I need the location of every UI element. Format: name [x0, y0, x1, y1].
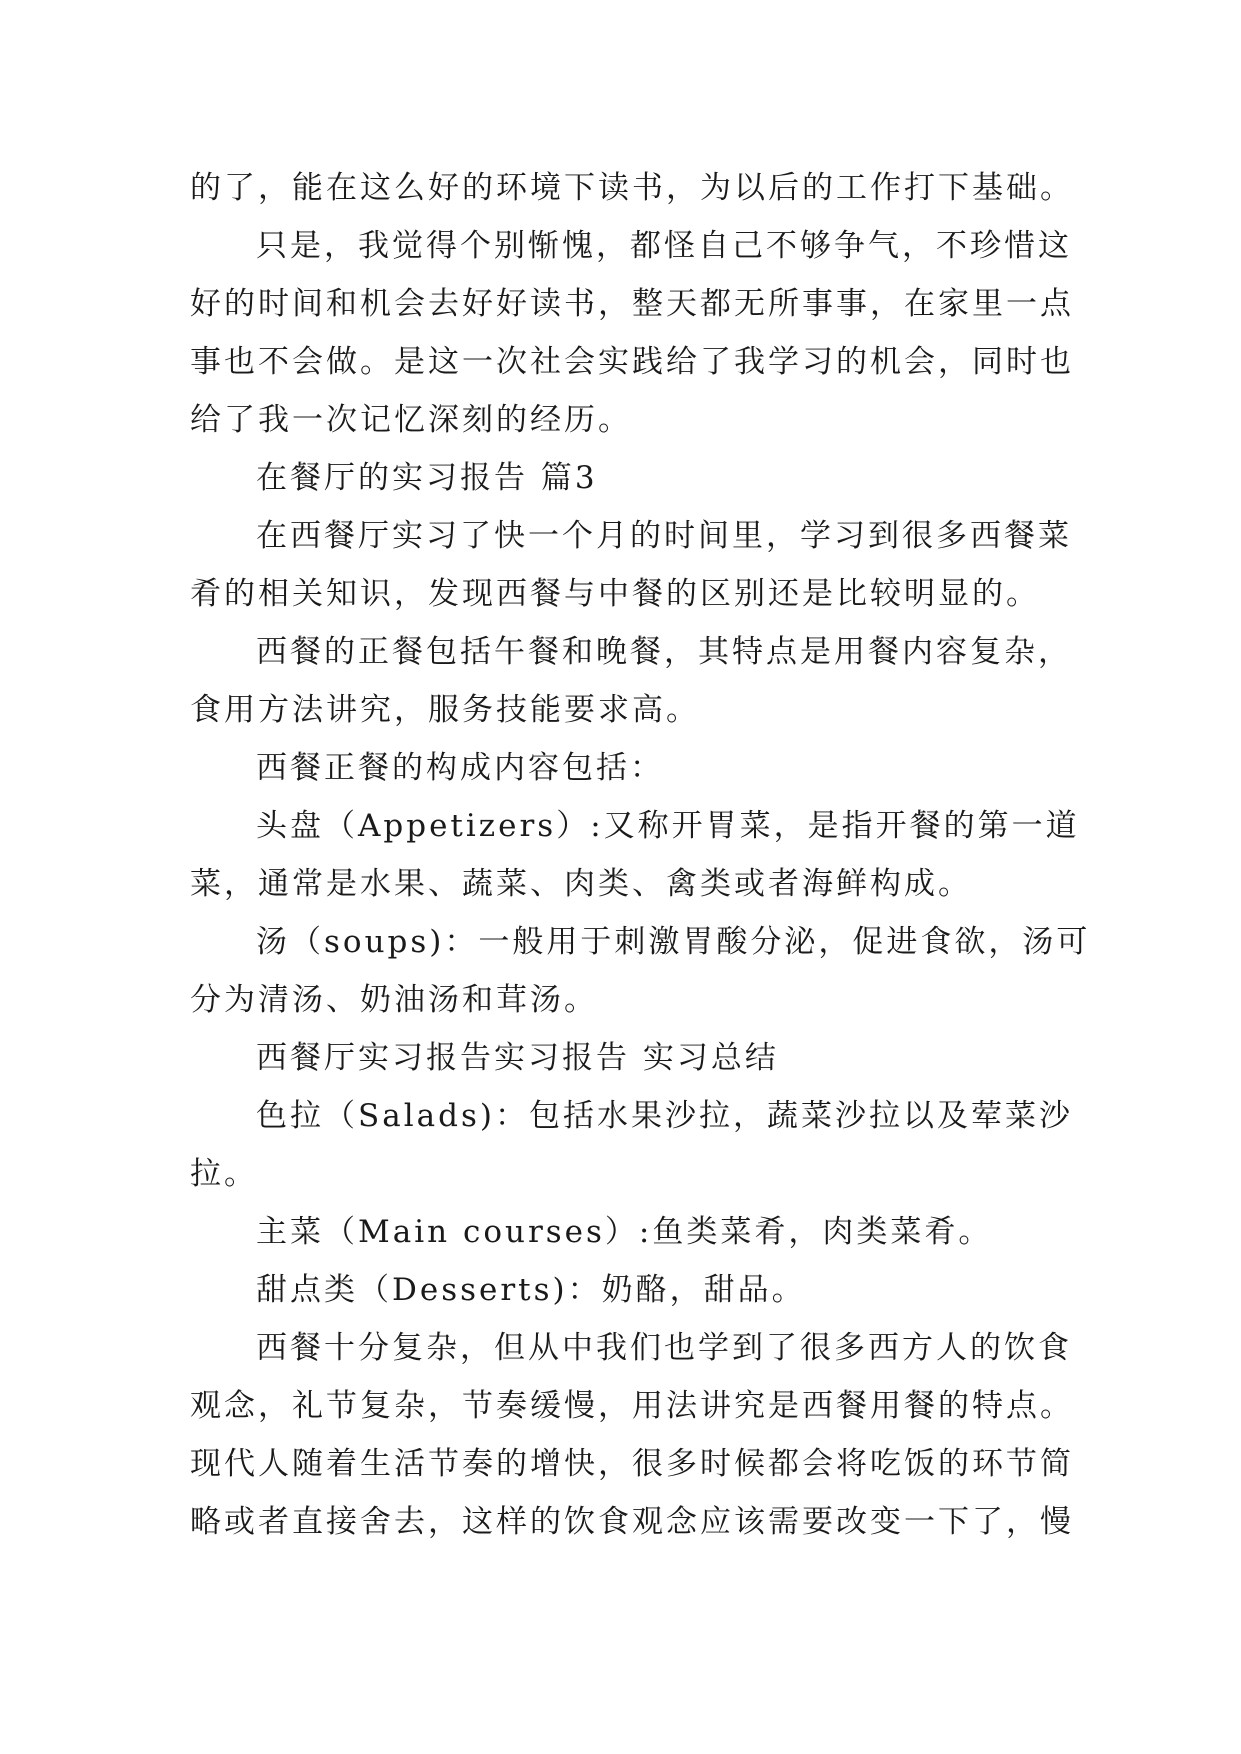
text-line: 食用方法讲究，服务技能要求高。	[190, 692, 700, 728]
text-line: 拉。	[190, 1156, 258, 1192]
text-line: 的了，能在这么好的环境下读书，为以后的工作打下基础。	[190, 170, 1074, 206]
text-line: 给了我一次记忆深刻的经历。	[190, 402, 632, 438]
section-heading: 在餐厅的实习报告 篇3	[256, 460, 598, 496]
text-line: 菜，通常是水果、蔬菜、肉类、禽类或者海鲜构成。	[190, 866, 972, 902]
text-line: 分为清汤、奶油汤和茸汤。	[190, 982, 598, 1018]
text-line: 好的时间和机会去好好读书，整天都无所事事，在家里一点	[190, 286, 1074, 322]
paragraph-start-line: 只是，我觉得个别惭愧，都怪自己不够争气，不珍惜这	[256, 228, 1072, 264]
text-line: 观念，礼节复杂，节奏缓慢，用法讲究是西餐用餐的特点。	[190, 1388, 1074, 1424]
paragraph-start-line: 西餐十分复杂，但从中我们也学到了很多西方人的饮食	[256, 1330, 1072, 1366]
paragraph-start-line: 西餐的正餐包括午餐和晚餐，其特点是用餐内容复杂，	[256, 634, 1072, 670]
text-line: 现代人随着生活节奏的增快，很多时候都会将吃饭的环节简	[190, 1446, 1074, 1482]
paragraph-start-line: 汤（soups)：一般用于刺激胃酸分泌，促进食欲，汤可	[256, 924, 1091, 960]
text-line: 略或者直接舍去，这样的饮食观念应该需要改变一下了，慢	[190, 1504, 1074, 1540]
paragraph-start-line: 西餐正餐的构成内容包括：	[256, 750, 664, 786]
paragraph-start-line: 色拉（Salads)：包括水果沙拉，蔬菜沙拉以及荤菜沙	[256, 1098, 1073, 1134]
text-line: 肴的相关知识，发现西餐与中餐的区别还是比较明显的。	[190, 576, 1040, 612]
paragraph-start-line: 主菜（Main courses）:鱼类菜肴，肉类菜肴。	[256, 1214, 993, 1250]
paragraph-start-line: 在西餐厅实习了快一个月的时间里，学习到很多西餐菜	[256, 518, 1072, 554]
text-line: 事也不会做。是这一次社会实践给了我学习的机会，同时也	[190, 344, 1074, 380]
paragraph-start-line: 头盘（Appetizers）:又称开胃菜，是指开餐的第一道	[256, 808, 1080, 844]
section-heading: 西餐厅实习报告实习报告 实习总结	[256, 1040, 779, 1076]
paragraph-start-line: 甜点类（Desserts)：奶酪，甜品。	[256, 1272, 806, 1308]
